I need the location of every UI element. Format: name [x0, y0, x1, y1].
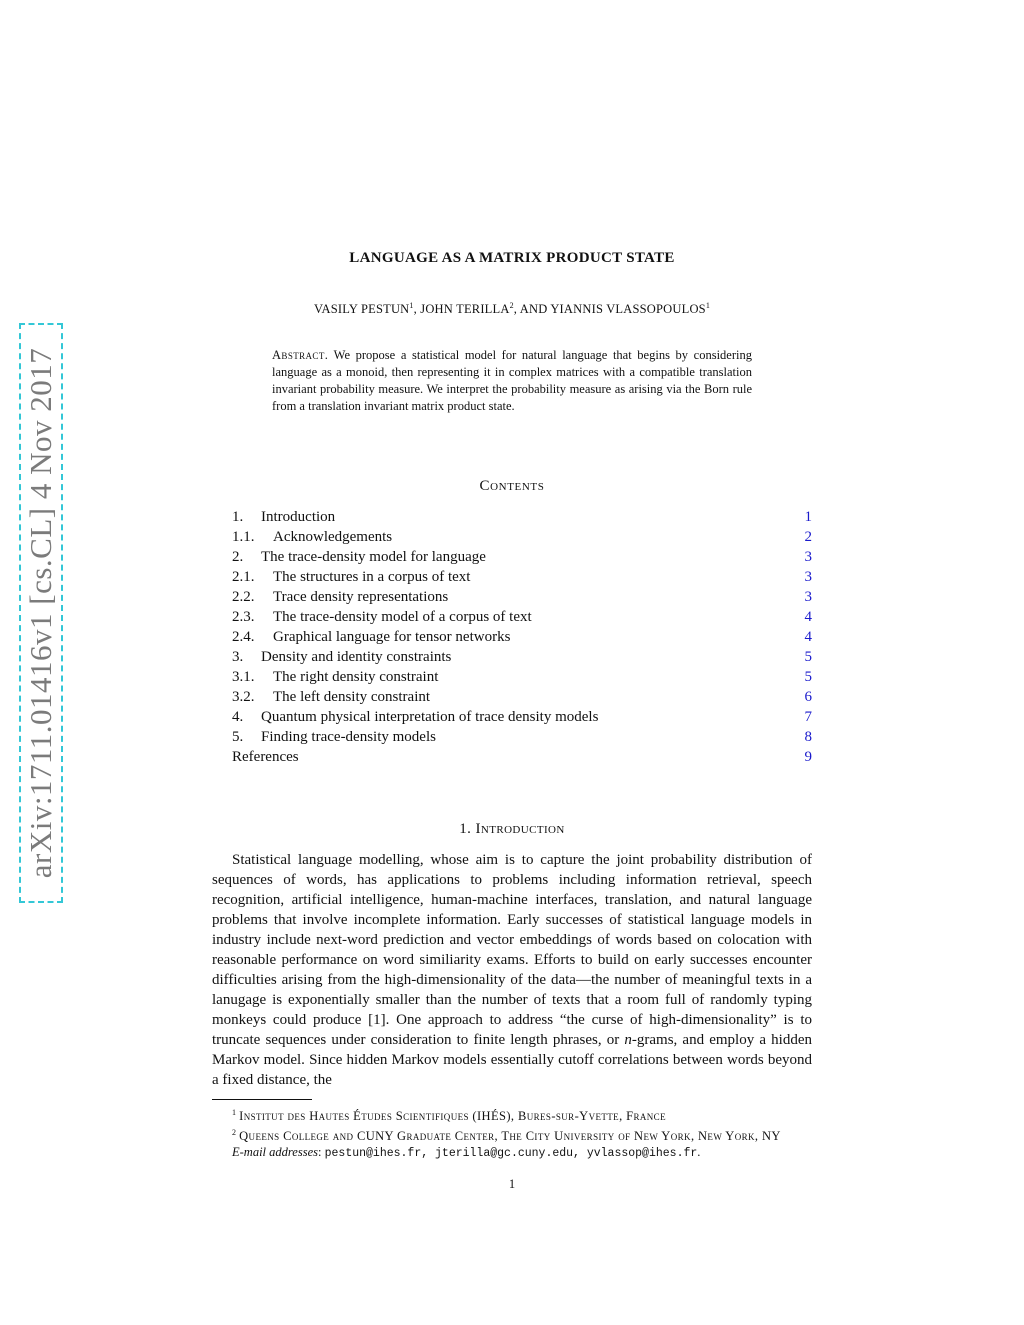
toc-entry[interactable] [232, 567, 812, 587]
toc-entry-page-link[interactable]: 3 [804, 569, 812, 585]
toc-entry-label: Trace density representations [273, 589, 449, 605]
abstract-text: We propose a statistical model for natural language that begins by considering language as a monoid, then representing it in complex matrices with a compatible translation invariant probability measure. We interpret the probability measure as arising via the Born rule from a translation invariant matrix product state. [272, 348, 752, 413]
toc-entry-label-group [232, 607, 532, 627]
toc-entry-number: 2.2. [232, 589, 255, 605]
footnote-marker: 1 [232, 1108, 236, 1117]
section-title: Introduction [475, 821, 565, 837]
author-name: YIANNIS VLASSOPOULOS [550, 302, 706, 317]
section-number: 1. [459, 821, 472, 837]
toc-entry-page-link[interactable]: 5 [804, 669, 812, 685]
toc-entry-label-group [232, 747, 299, 767]
author-name: VASILY PESTUN [313, 302, 410, 317]
body-math-n: n [624, 1032, 632, 1048]
toc-entry[interactable] [232, 527, 812, 547]
toc-entry-label-group [232, 687, 430, 707]
toc-entry-label: Quantum physical interpretation of trace density models [261, 709, 599, 725]
footnote-text: Institut des Hautes Études Scientifiques (IHÉS), Bures-sur-Yvette, France [239, 1109, 666, 1124]
toc-entry-label-group [232, 727, 436, 747]
footnote-rule [212, 1099, 312, 1100]
author-separator: , AND [513, 302, 551, 317]
toc-entry-label-group [232, 527, 392, 547]
abstract-label: Abstract. [272, 348, 329, 362]
toc-entry-label: Density and identity constraints [261, 649, 452, 665]
toc-entry-page-link[interactable]: 4 [804, 629, 812, 645]
toc-entry-page-link[interactable]: 2 [804, 529, 812, 545]
section-heading [0, 821, 1024, 838]
author-line [0, 301, 1024, 317]
affiliation-marker: 1 [705, 301, 711, 310]
toc-entry-label-group [232, 627, 510, 647]
arxiv-stamp[interactable] [19, 323, 63, 903]
email-end: . [697, 1145, 701, 1160]
toc-entry-page-link[interactable]: 7 [804, 709, 812, 725]
toc-entry-number: 2.1. [232, 569, 255, 585]
footnote [212, 1125, 812, 1145]
arxiv-stamp-text: arXiv:1711.01416v1 [cs.CL] 4 Nov 2017 [23, 347, 58, 879]
toc-entry-label-group [232, 547, 486, 567]
toc-entry[interactable] [232, 707, 812, 727]
toc-entry-page-link[interactable]: 8 [804, 729, 812, 745]
footnote-text: Queens College and CUNY Graduate Center, The City University of New York, New York, NY [239, 1128, 781, 1143]
toc-entry[interactable] [232, 667, 812, 687]
toc-entry-page-link[interactable]: 9 [804, 749, 812, 765]
toc-entry-page-link[interactable]: 1 [804, 509, 812, 525]
toc-entry-page-link[interactable]: 6 [804, 689, 812, 705]
toc-entry-label: Graphical language for tensor networks [273, 629, 511, 645]
toc-entry-label: The structures in a corpus of text [273, 569, 471, 585]
table-of-contents [232, 507, 812, 767]
toc-entry-number: 1. [232, 509, 244, 525]
toc-entry[interactable] [232, 547, 812, 567]
toc-entry[interactable] [232, 747, 812, 767]
toc-entry-label-group [232, 567, 470, 587]
email-label: E-mail addresses [232, 1145, 318, 1160]
toc-entry[interactable] [232, 627, 812, 647]
toc-entry-label: Introduction [261, 509, 336, 525]
affiliation-marker: 1 [409, 301, 414, 310]
contents-heading: Contents [479, 478, 545, 494]
affiliation-marker: 2 [509, 301, 514, 310]
toc-entry-label: The left density constraint [273, 689, 431, 705]
toc-entry-label-group [232, 587, 448, 607]
toc-entry-label: The trace-density model of a corpus of text [273, 609, 532, 625]
abstract [272, 347, 752, 415]
author-name: JOHN TERILLA [420, 302, 510, 317]
toc-entry-page-link[interactable]: 3 [804, 549, 812, 565]
toc-entry-label-group [232, 667, 438, 687]
toc-entry-number: 5. [232, 729, 244, 745]
toc-entry-number: 4. [232, 709, 244, 725]
toc-entry-number: 2.3. [232, 609, 255, 625]
toc-entry-number: 1.1. [232, 529, 255, 545]
toc-entry-page-link[interactable]: 4 [804, 609, 812, 625]
footnote-marker: 2 [232, 1127, 236, 1137]
toc-entry[interactable] [232, 727, 812, 747]
toc-entry-page-link[interactable]: 3 [804, 589, 812, 605]
toc-entry-label-group [232, 647, 451, 667]
toc-entry-number: 2.4. [232, 629, 255, 645]
body-paragraph [212, 850, 812, 1090]
toc-entry-label-group [232, 707, 598, 727]
toc-entry-number: 3.1. [232, 669, 255, 685]
page-number: 1 [508, 1177, 516, 1191]
footnote [212, 1105, 812, 1125]
body-text-part: -grams, and employ a hidden Markov model. Since hidden Markov models essentially cutoff correlations between words beyond a fixed distance, the [212, 1032, 812, 1088]
body-text-part: Statistical language modelling, whose aim is to capture the joint probability distribution of sequences of words, has applications to problems including information retrieval, speech recognition, artificial intelligence, human-machine interfaces, translation, and natural language problems that involve incomplete information. Early successes of statistical language models in industry include next-word prediction and vector embeddings of words based on colocation with reasonable performance on word similiarity exams. Efforts to build on early successes encounter difficulties arising from the high-dimensionality of the data—the number of meaningful texts in a lanugage is exponentially smaller than the number of texts that a room full of randomly typing monkeys could produce [1]. One approach to address “the curse of high-dimensionality” is to truncate sequences under consideration to finite length phrases, or [212, 852, 812, 1048]
author-separator: , [413, 302, 421, 317]
email-line [212, 1144, 812, 1163]
toc-entry-label: The trace-density model for language [261, 549, 486, 565]
toc-entry-page-link[interactable]: 5 [804, 649, 812, 665]
toc-entry-number: 2. [232, 549, 244, 565]
paper-title: LANGUAGE AS A MATRIX PRODUCT STATE [349, 250, 675, 266]
toc-entry[interactable] [232, 687, 812, 707]
email-colon: : [318, 1145, 325, 1160]
toc-entry-label: The right density constraint [273, 669, 439, 685]
toc-entry[interactable] [232, 587, 812, 607]
toc-entry[interactable] [232, 647, 812, 667]
toc-entry[interactable] [232, 507, 812, 527]
toc-entry-number: 3.2. [232, 689, 255, 705]
footnotes [212, 1105, 812, 1163]
toc-entry-label: Acknowledgements [273, 529, 393, 545]
toc-entry-label: Finding trace-density models [261, 729, 436, 745]
toc-entry-label-group [232, 507, 335, 527]
email-addresses[interactable]: pestun@ihes.fr, jterilla@gc.cuny.edu, yvlassop@ihes.fr [324, 1147, 698, 1161]
toc-entry[interactable] [232, 607, 812, 627]
toc-entry-number: 3. [232, 649, 244, 665]
toc-entry-label: References [232, 749, 299, 765]
